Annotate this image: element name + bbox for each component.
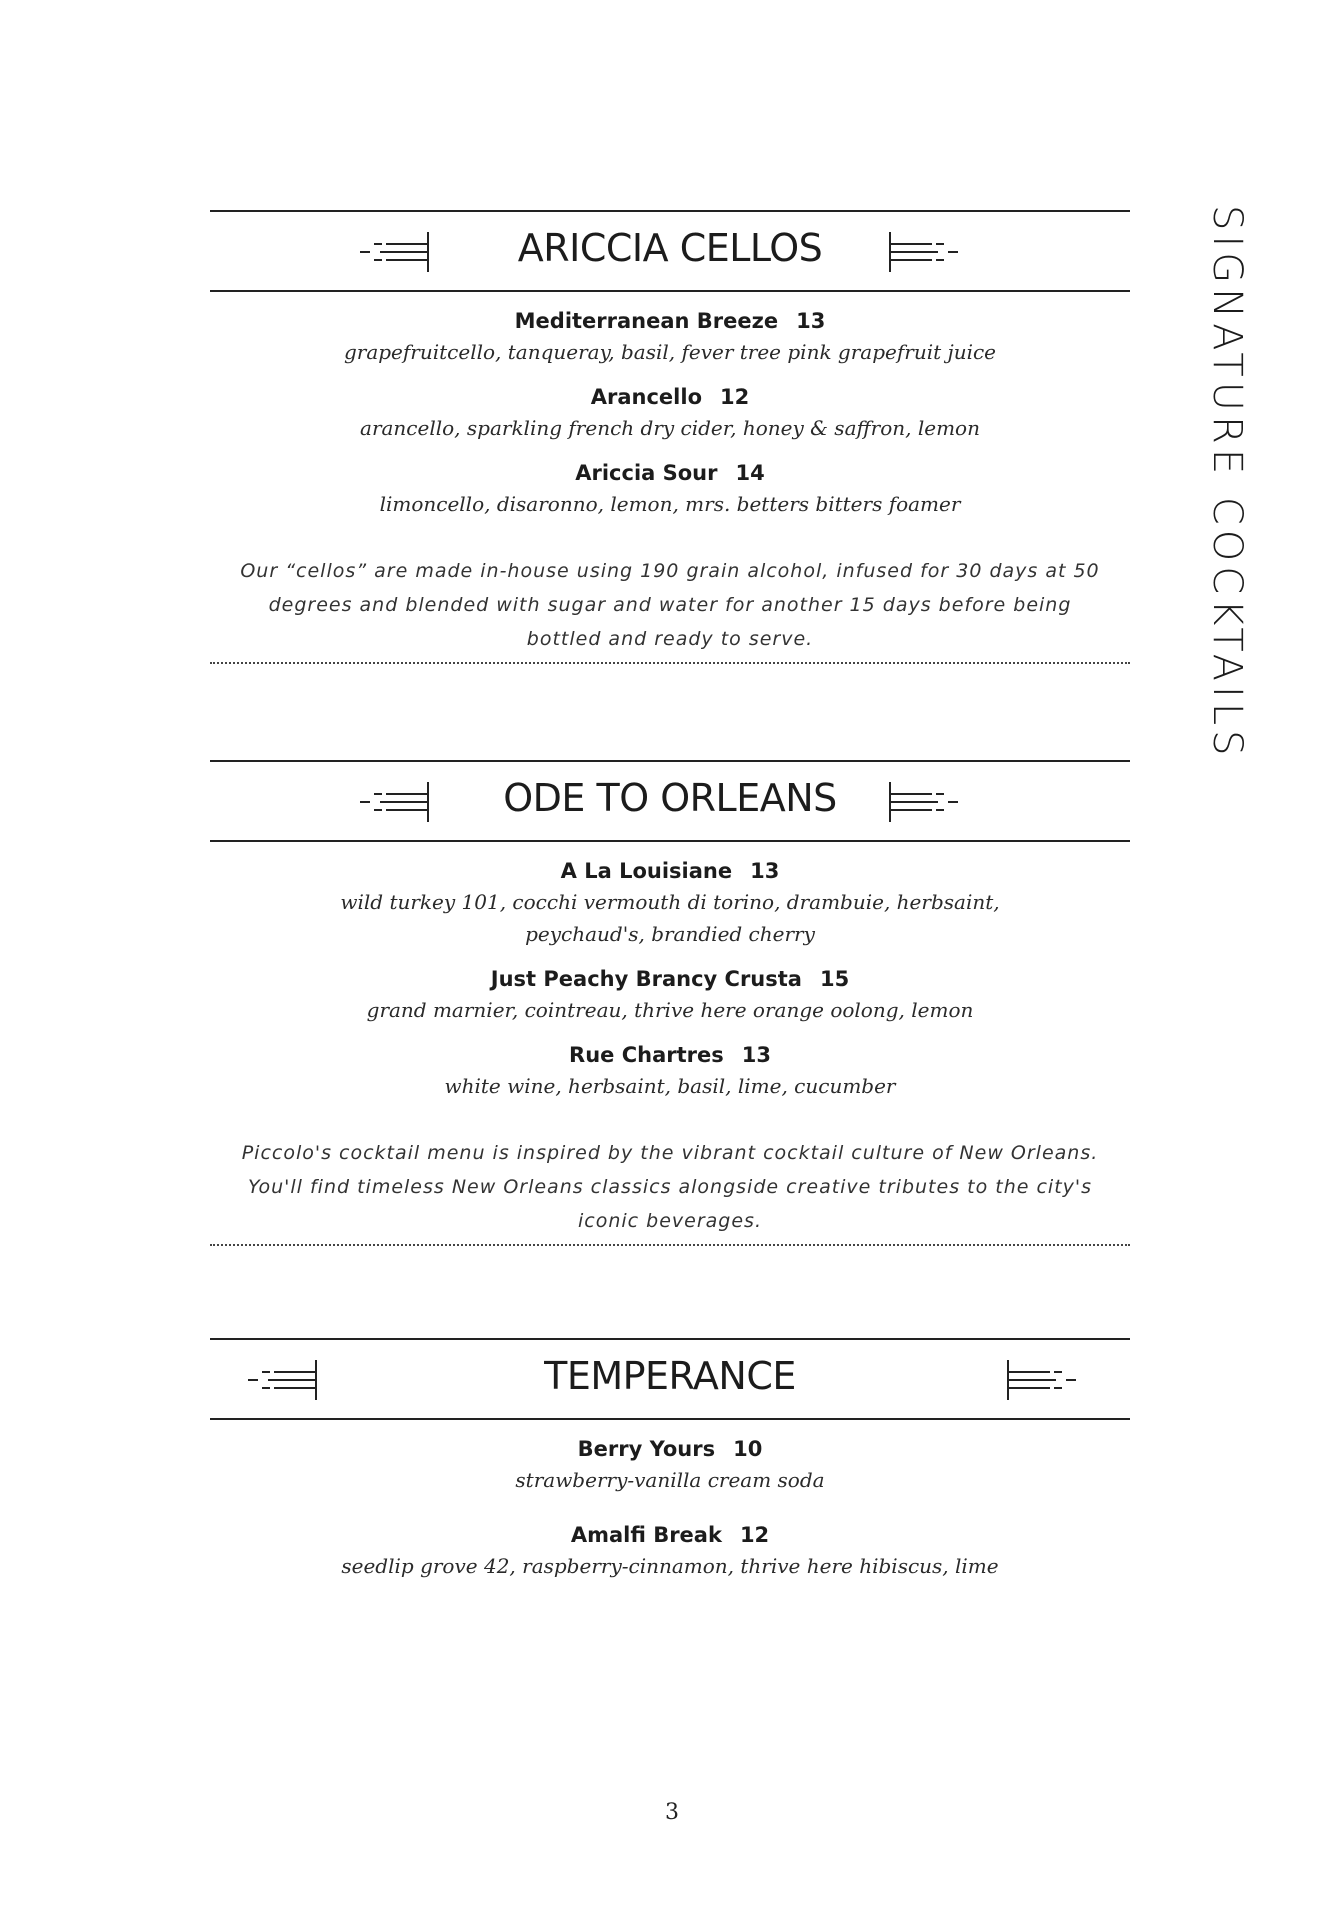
item-price: 13 <box>796 309 826 333</box>
item-name: Rue Chartres <box>569 1043 724 1067</box>
item-description: arancello, sparkling french dry cider, honey & saffron, lemon <box>360 416 980 440</box>
item-name: Just Peachy Brancy Crusta <box>490 967 802 991</box>
item-price: 13 <box>750 859 780 883</box>
item-name: Arancello <box>590 385 702 409</box>
right-ornament-icon <box>880 230 960 274</box>
item-description: wild turkey 101, cocchi vermouth di torino, drambuie, herbsaint, peychaud's, brandied cherry <box>340 890 1000 946</box>
section-header <box>210 760 1130 842</box>
item-description: limoncello, disaronno, lemon, mrs. betters bitters foamer <box>379 492 961 516</box>
section-title: ODE TO ORLEANS <box>503 776 837 820</box>
item-name: Amalfi Break <box>570 1523 722 1547</box>
item-description: seedlip grove 42, raspberry-cinnamon, thrive here hibiscus, lime <box>341 1554 999 1578</box>
item-price: 12 <box>720 385 750 409</box>
item-price: 12 <box>739 1523 770 1547</box>
item-price: 10 <box>733 1437 763 1461</box>
side-title-text: SIGNATURE COCKTAILS <box>1204 205 1250 761</box>
item-name: Mediterranean Breeze <box>514 309 779 333</box>
menu-item <box>210 856 1130 950</box>
menu-item <box>210 1434 1130 1496</box>
item-name: Berry Yours <box>577 1437 716 1461</box>
section-note: Piccolo's cocktail menu is inspired by the vibrant cocktail culture of New Orleans. You'll find timeless New Orleans classics alongside creative tributes to the city's iconic beverages. <box>241 1142 1099 1232</box>
item-description: white wine, herbsaint, basil, lime, cucumber <box>444 1074 896 1098</box>
item-price: 15 <box>819 967 850 991</box>
dotted-divider <box>210 1244 1130 1246</box>
section-temperance <box>210 1338 1130 1582</box>
section-header <box>210 210 1130 292</box>
menu-item <box>210 1040 1130 1102</box>
side-title <box>1204 205 1250 815</box>
item-name: A La Louisiane <box>560 859 733 883</box>
item-price: 13 <box>741 1043 771 1067</box>
item-name: Ariccia Sour <box>575 461 718 485</box>
item-description: grand marnier, cointreau, thrive here orange oolong, lemon <box>366 998 974 1022</box>
menu-item <box>210 1520 1130 1582</box>
menu-item <box>210 458 1130 520</box>
dotted-divider <box>210 662 1130 664</box>
section-header <box>210 1338 1130 1420</box>
item-price: 14 <box>735 461 765 485</box>
section-ode-to-orleans <box>210 760 1130 1246</box>
menu-item <box>210 382 1130 444</box>
section-note: Our “cellos” are made in-house using 190 grain alcohol, infused for 30 days at 50 degrees and blended with sugar and water for another 15 days before being bottled and ready to serve. <box>240 560 1100 650</box>
menu-item <box>210 306 1130 368</box>
right-ornament-icon <box>880 780 960 824</box>
item-description: grapefruitcello, tanqueray, basil, fever tree pink grapefruit juice <box>343 340 997 364</box>
section-ariccia-cellos <box>210 210 1130 664</box>
item-description: strawberry-vanilla cream soda <box>515 1468 825 1492</box>
right-ornament-icon <box>998 1358 1078 1402</box>
section-title: ARICCIA CELLOS <box>517 226 823 270</box>
section-title: TEMPERANCE <box>544 1354 796 1398</box>
page-number: 3 <box>665 1800 679 1825</box>
menu-item <box>210 964 1130 1026</box>
